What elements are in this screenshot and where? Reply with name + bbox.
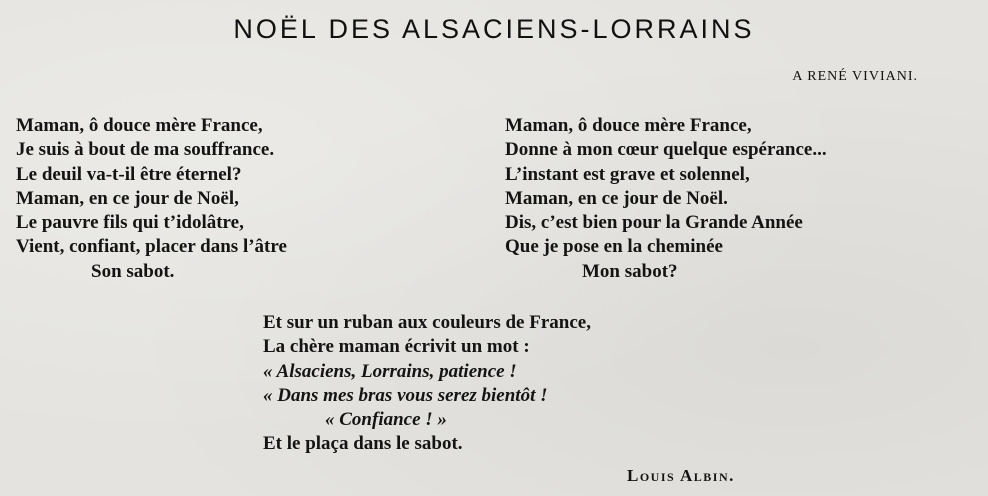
stanza-center xyxy=(263,311,591,457)
verse-line: Vient, confiant, placer dans l’âtre xyxy=(16,236,287,258)
dedication: A RENÉ VIVIANI. xyxy=(792,69,918,84)
verse-line: Le pauvre fils qui t’idolâtre, xyxy=(16,212,244,234)
verse-line: Maman, ô douce mère France, xyxy=(16,115,263,136)
verse-line: Maman, en ce jour de Noël, xyxy=(16,187,239,209)
verse-line: L’instant est grave et solennel, xyxy=(505,163,750,185)
verse-line: Donne à mon cœur quelque espérance... xyxy=(505,139,827,161)
poem-title: NOËL DES ALSACIENS-LORRAINS xyxy=(233,14,755,44)
verse-line: Je suis à bout de ma souffrance. xyxy=(16,139,275,161)
verse-line: Et le plaça dans le sabot. xyxy=(263,433,463,455)
verse-line: Maman, ô douce mère France, xyxy=(505,115,752,136)
verse-line-quote: « Confiance ! » xyxy=(325,409,447,431)
stanza-right xyxy=(505,114,827,284)
verse-line: Que je pose en la cheminée xyxy=(505,236,723,258)
verse-line: Le deuil va-t-il être éternel? xyxy=(16,163,242,185)
stanza-left xyxy=(16,114,287,284)
verse-line: La chère maman écrivit un mot : xyxy=(263,336,530,358)
author-signature: Louis Albin. xyxy=(627,466,735,485)
verse-line-refrain: Mon sabot? xyxy=(582,260,678,282)
verse-line-quote: « Alsaciens, Lorrains, patience ! xyxy=(263,360,517,382)
verse-line-quote: « Dans mes bras vous serez bientôt ! xyxy=(263,384,548,406)
verse-line-refrain: Son sabot. xyxy=(91,260,175,282)
verse-line: Maman, en ce jour de Noël. xyxy=(505,187,728,209)
verse-line: Et sur un ruban aux couleurs de France, xyxy=(263,312,591,333)
verse-line: Dis, c’est bien pour la Grande Année xyxy=(505,212,803,234)
